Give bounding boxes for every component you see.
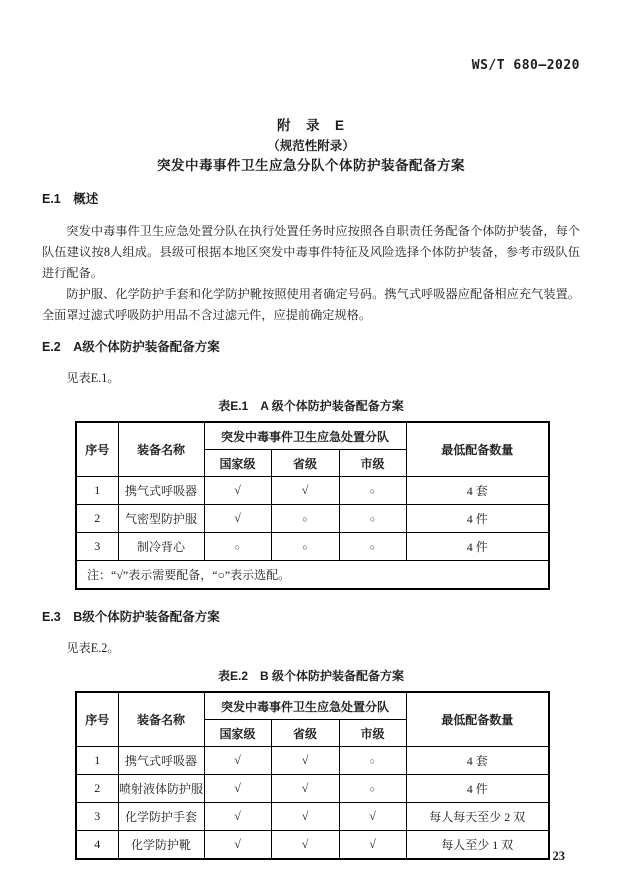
table-row [76,533,549,561]
section-heading-e3: E.3 B级个体防护装备配备方案 [42,610,220,624]
header-level-national: 国家级 [204,450,271,477]
header-equipment-name: 装备名称 [118,422,204,477]
cell-municipal: ○ [339,775,406,803]
cell-national: √ [204,831,271,859]
header-seq: 序号 [76,692,118,747]
cell-national: √ [204,747,271,775]
cell-seq: 2 [76,775,118,803]
cell-provincial: √ [271,747,339,775]
cell-national: ○ [204,533,271,561]
cell-seq: 3 [76,803,118,831]
standard-number: WS/T 680—2020 [471,58,580,73]
table-note-row [76,561,549,590]
cell-equipment-name: 化学防护靴 [118,831,204,859]
header-seq: 序号 [76,422,118,477]
appendix-subject-title: 突发中毒事件卫生应急分队个体防护装备配备方案 [157,158,465,173]
section-e1 [42,190,580,326]
see-table-ref-e1: 见表E.1。 [66,371,120,385]
header-response-team-group: 突发中毒事件卫生应急处置分队 [204,422,406,450]
cell-municipal: ○ [339,747,406,775]
section-heading-e1: E.1 概述 [42,192,99,206]
cell-municipal: ○ [339,477,406,505]
table-caption-e1: 表E.1 A 级个体防护装备配备方案 [218,399,404,413]
cell-national: √ [204,505,271,533]
cell-provincial: √ [271,477,339,505]
header-level-provincial: 省级 [271,450,339,477]
table-e1 [75,421,550,590]
cell-provincial: √ [271,803,339,831]
cell-municipal: √ [339,831,406,859]
cell-seq: 3 [76,533,118,561]
appendix-title-block [42,116,580,176]
section-heading-e2: E.2 A级个体防护装备配备方案 [42,340,220,354]
cell-seq: 1 [76,747,118,775]
table-row [76,803,549,831]
cell-provincial: √ [271,775,339,803]
cell-equipment-name: 携气式呼吸器 [118,477,204,505]
appendix-label: 附 录 E [276,118,345,133]
cell-national: √ [204,775,271,803]
header-level-national: 国家级 [204,720,271,747]
header-level-municipal: 市级 [339,720,406,747]
cell-minimum-quantity: 每人至少 1 双 [406,831,549,859]
header-response-team-group: 突发中毒事件卫生应急处置分队 [204,692,406,720]
cell-municipal: √ [339,803,406,831]
paragraph-e1-2: 防护服、化学防护手套和化学防护靴按照使用者确定号码。携气式呼吸器应配备相应充气装置。全面罩过滤式呼吸防护用品不含过滤元件，应提前确定规格。 [42,287,580,322]
header-minimum-quantity: 最低配备数量 [406,692,549,747]
cell-national: √ [204,803,271,831]
see-table-ref-e2: 见表E.2。 [66,641,120,655]
header-equipment-name: 装备名称 [118,692,204,747]
paragraph-e1-1: 突发中毒事件卫生应急处置分队在执行处置任务时应按照各自职责任务配备个体防护装备，每个队伍建议按8人组成。县级可根据本地区突发中毒事件特征及风险选择个体防护装备，参考市级队伍进行配备。 [42,224,580,280]
cell-seq: 1 [76,477,118,505]
cell-equipment-name: 制冷背心 [118,533,204,561]
section-e2 [42,338,580,590]
cell-equipment-name: 携气式呼吸器 [118,747,204,775]
cell-seq: 2 [76,505,118,533]
table-e2 [75,691,550,860]
cell-municipal: ○ [339,533,406,561]
table-row [76,747,549,775]
table-note: 注：“√”表示需要配备，“○”表示选配。 [76,561,549,590]
header-level-provincial: 省级 [271,720,339,747]
header-minimum-quantity: 最低配备数量 [406,422,549,477]
cell-equipment-name: 喷射液体防护服 [118,775,204,803]
cell-minimum-quantity: 4 件 [406,775,549,803]
cell-equipment-name: 化学防护手套 [118,803,204,831]
cell-provincial: ○ [271,533,339,561]
page-number: 23 [552,849,565,863]
cell-minimum-quantity: 4 件 [406,505,549,533]
table-caption-e2: 表E.2 B 级个体防护装备配备方案 [217,669,404,683]
cell-minimum-quantity: 4 套 [406,477,549,505]
cell-minimum-quantity: 4 件 [406,533,549,561]
table-row [76,831,549,859]
appendix-normative-label: （规范性附录） [267,139,355,153]
cell-seq: 4 [76,831,118,859]
section-e3 [42,608,580,860]
table-row [76,775,549,803]
cell-provincial: √ [271,831,339,859]
table-row [76,505,549,533]
header-level-municipal: 市级 [339,450,406,477]
cell-minimum-quantity: 4 套 [406,747,549,775]
cell-provincial: ○ [271,505,339,533]
table-row [76,477,549,505]
cell-minimum-quantity: 每人每天至少 2 双 [406,803,549,831]
cell-national: √ [204,477,271,505]
cell-municipal: ○ [339,505,406,533]
cell-equipment-name: 气密型防护服 [118,505,204,533]
